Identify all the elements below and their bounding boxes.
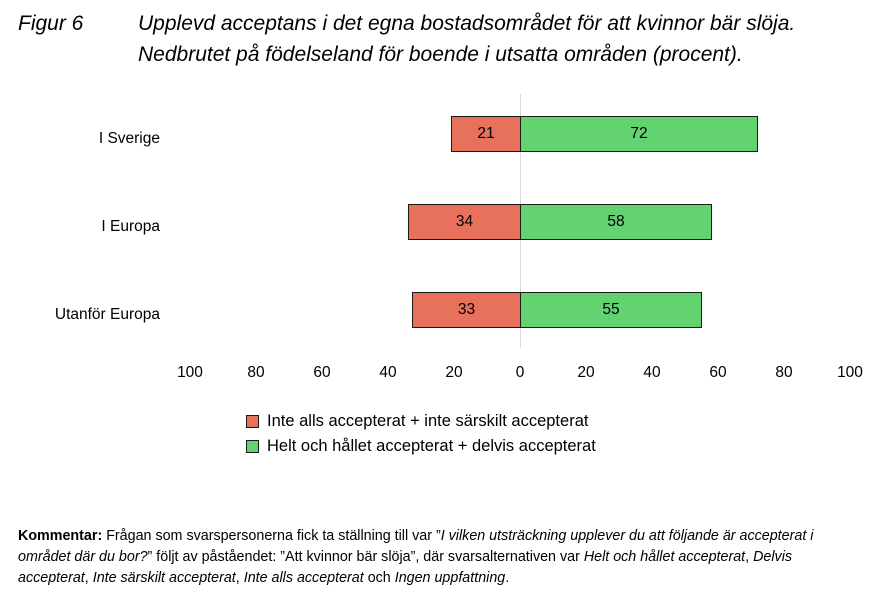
x-tick-6: 20 bbox=[577, 364, 595, 381]
footnote-lead: Kommentar: bbox=[18, 528, 103, 544]
bar-row-2 bbox=[160, 292, 820, 328]
footnote-italic1: I vilken utsträckning upplever du att följande är accepterat i området där du bor? bbox=[18, 528, 814, 565]
x-tick-9: 80 bbox=[775, 364, 793, 381]
footnote-italic5: Inte alls accepterat bbox=[243, 570, 364, 586]
x-tick-4: 20 bbox=[445, 364, 463, 381]
chart-container bbox=[0, 88, 875, 408]
x-tick-3: 40 bbox=[379, 364, 397, 381]
bar-segment-positive-0[interactable]: 72 bbox=[520, 116, 758, 152]
x-tick-10: 100 bbox=[837, 364, 863, 381]
page-title: Upplevd acceptans i det egna bostadsområdet för att kvinnor bär slöja. Nedbrutet på födelseland för boende i utsatta områden (procent). bbox=[138, 12, 796, 66]
category-label-2: Utanför Europa bbox=[54, 306, 160, 323]
bar-row-1 bbox=[160, 204, 820, 240]
category-label-1: I Europa bbox=[101, 218, 160, 235]
legend-item-1[interactable] bbox=[246, 437, 596, 456]
footnote-italic4: Inte särskilt accepterat bbox=[92, 570, 236, 586]
bars-area bbox=[160, 88, 820, 358]
legend-label-1: Helt och hållet accepterat + delvis accepterat bbox=[267, 437, 596, 455]
bar-segment-negative-1[interactable]: 34 bbox=[408, 204, 521, 240]
figure-title-block bbox=[0, 0, 875, 70]
bar-segment-positive-2[interactable]: 55 bbox=[520, 292, 702, 328]
footnote-italic3: Delvis accepterat bbox=[18, 549, 793, 586]
chart-legend bbox=[0, 412, 875, 462]
x-axis bbox=[160, 358, 863, 398]
x-tick-0: 100 bbox=[177, 364, 203, 381]
x-tick-8: 60 bbox=[709, 364, 727, 381]
footnote-part5: , bbox=[235, 570, 244, 586]
bar-segment-negative-0[interactable]: 21 bbox=[451, 116, 521, 152]
legend-item-0[interactable] bbox=[246, 412, 588, 431]
bar-segment-negative-2[interactable]: 33 bbox=[412, 292, 521, 328]
footnote-italic6: Ingen uppfattning bbox=[394, 570, 506, 586]
x-tick-7: 40 bbox=[643, 364, 661, 381]
footnote-part1: Frågan som svarspersonerna fick ta ställning till var ” bbox=[102, 528, 441, 544]
footnote-part4: , bbox=[84, 570, 93, 586]
x-tick-1: 80 bbox=[247, 364, 265, 381]
footnote-part3: , bbox=[745, 549, 754, 565]
legend-swatch-icon-positive bbox=[246, 440, 259, 453]
footnote bbox=[18, 526, 861, 589]
x-tick-5: 0 bbox=[515, 364, 525, 381]
chart-plot-area bbox=[20, 88, 863, 408]
footnote-part2: ” följt av påståendet: ”Att kvinnor bär slöja”, där svarsalternativen var bbox=[147, 549, 584, 565]
x-tick-2: 60 bbox=[313, 364, 331, 381]
legend-swatch-icon-negative bbox=[246, 415, 259, 428]
bar-segment-positive-1[interactable]: 58 bbox=[520, 204, 712, 240]
footnote-part7: . bbox=[505, 570, 510, 586]
legend-label-0: Inte alls accepterat + inte särskilt accepterat bbox=[267, 412, 589, 430]
footnote-italic2: Helt och hållet accepterat bbox=[583, 549, 746, 565]
category-label-0: I Sverige bbox=[98, 130, 160, 147]
figure-label: Figur 6 bbox=[18, 12, 84, 35]
category-axis-labels bbox=[20, 88, 160, 358]
footnote-part6: och bbox=[363, 570, 395, 586]
bar-row-0 bbox=[160, 116, 820, 152]
